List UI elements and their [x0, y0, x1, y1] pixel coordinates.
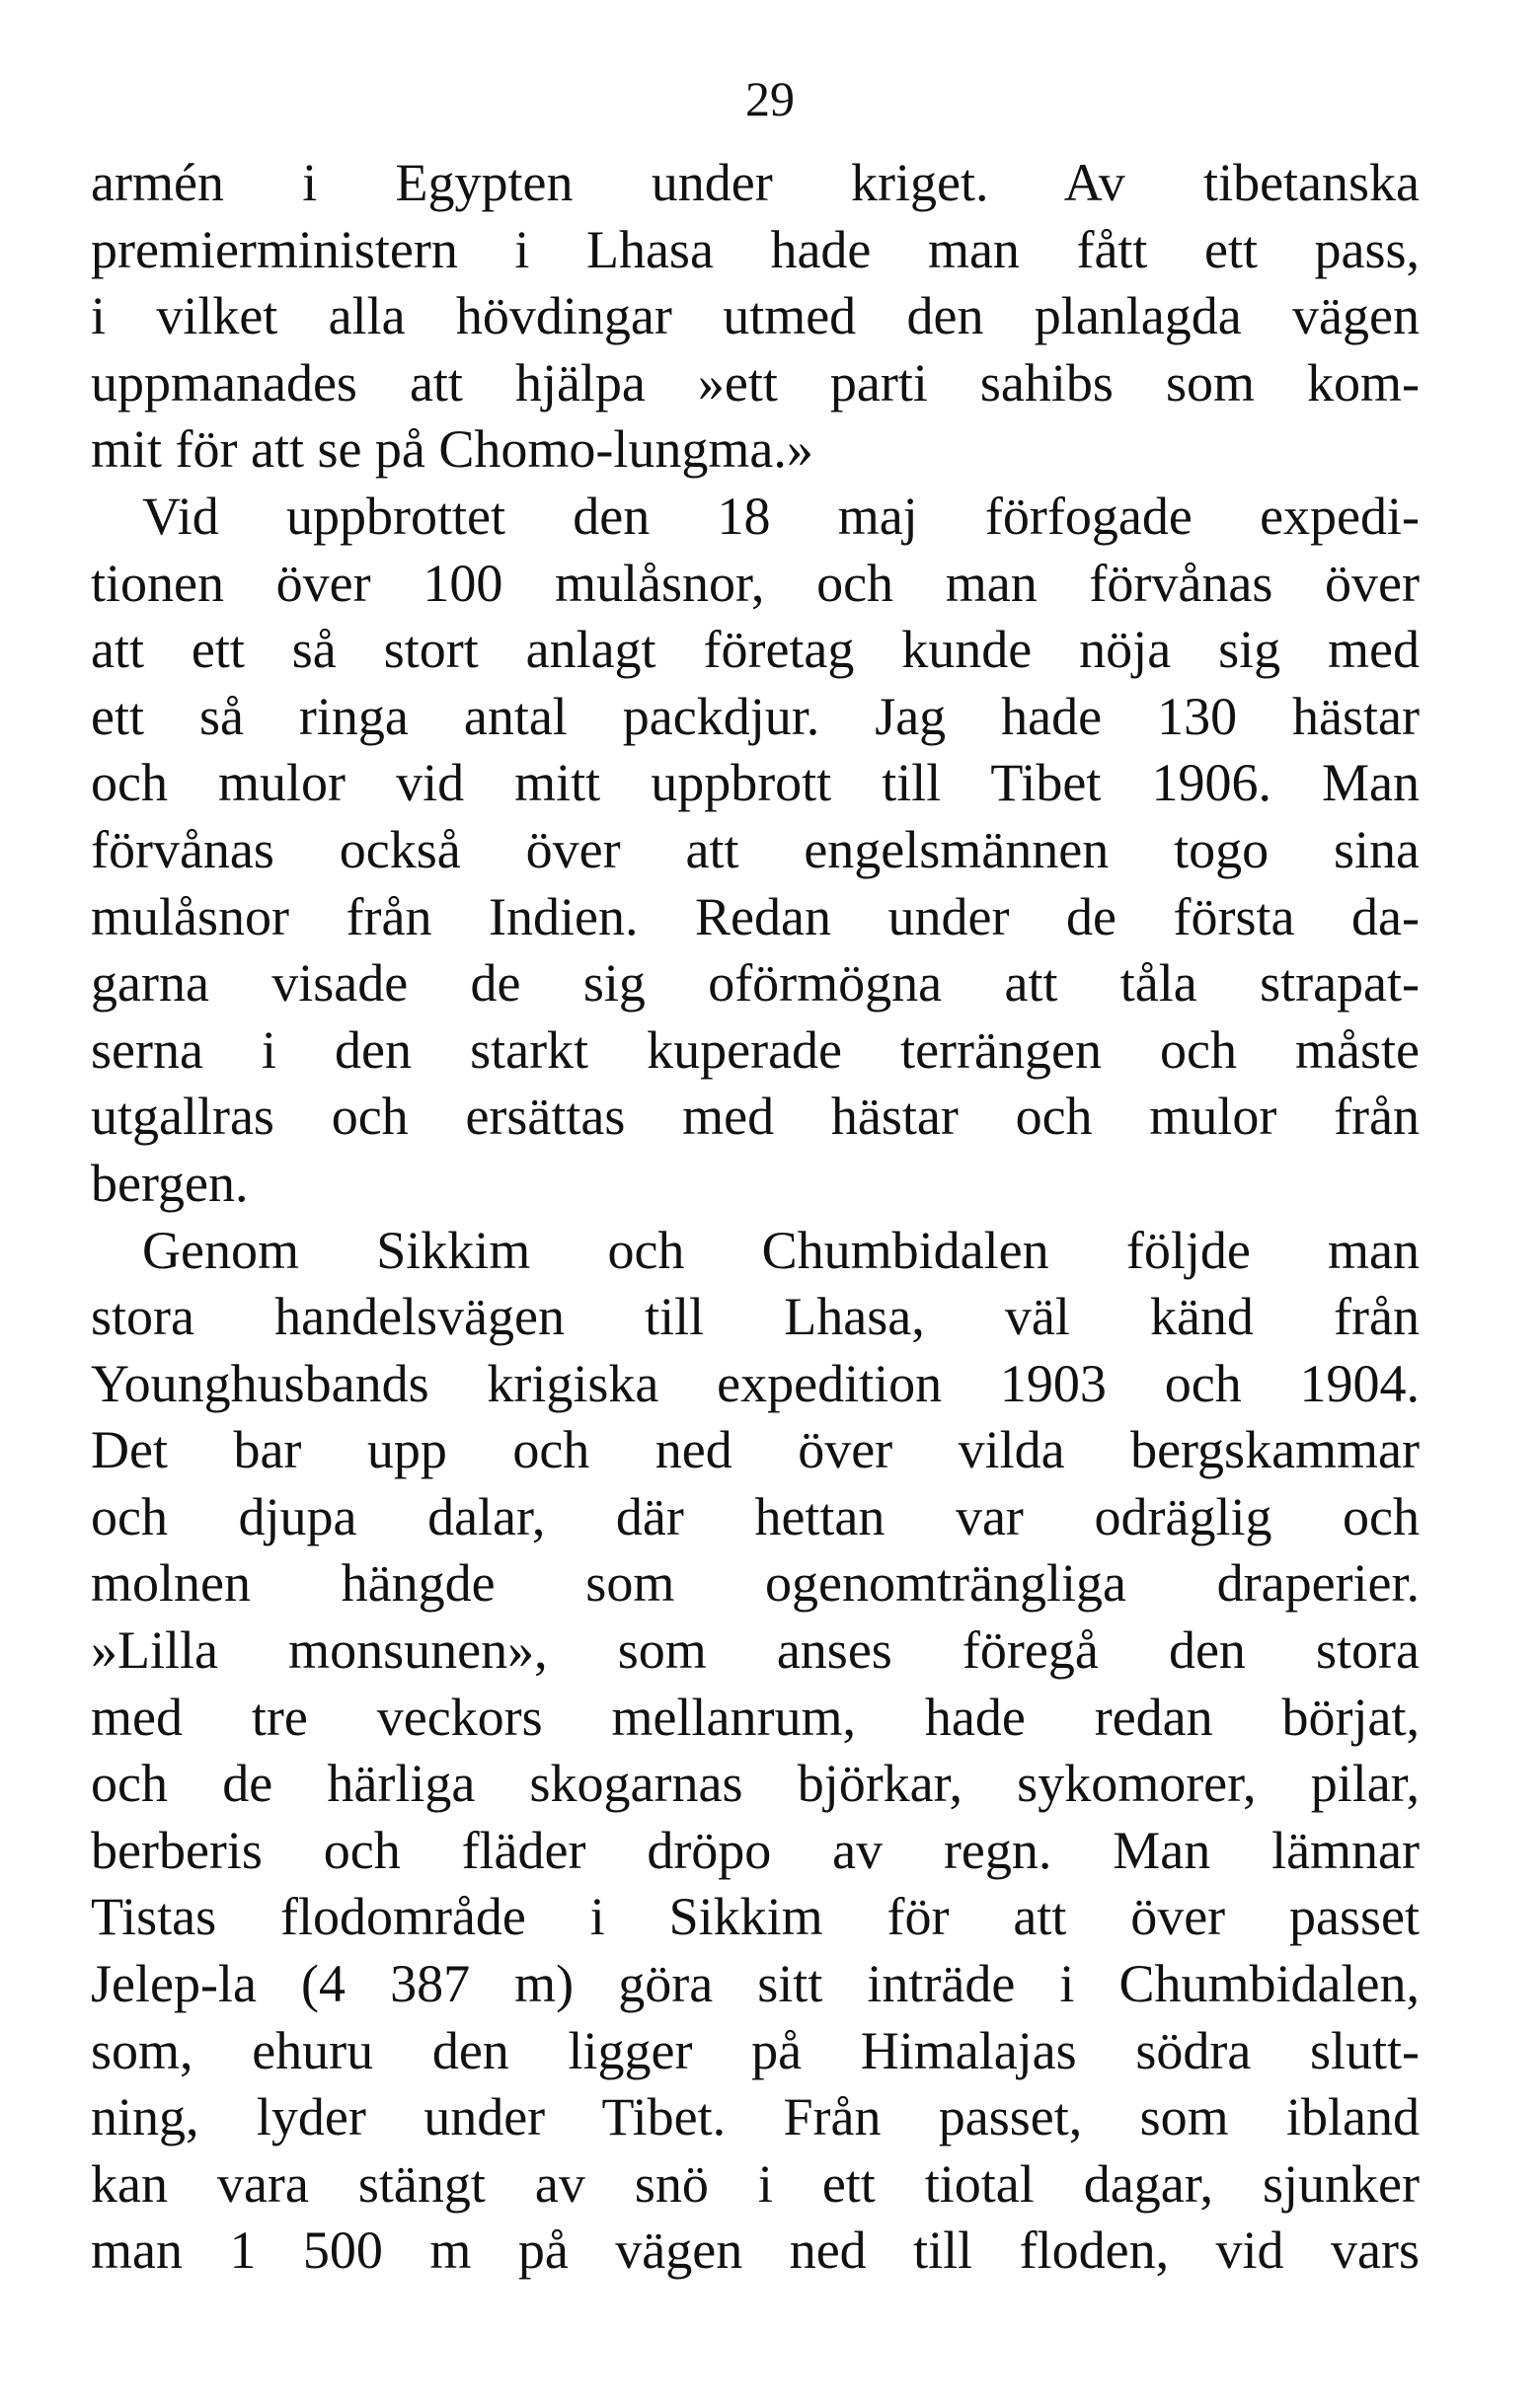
text-line: uppmanades att hjälpa »ett parti sahibs som kom-: [91, 352, 1420, 413]
text-line: garna visade de sig oförmögna att tåla strapat-: [91, 953, 1420, 1014]
page-number: 29: [745, 71, 795, 126]
text-line: armén i Egypten under kriget. Av tibetanska: [91, 153, 1420, 212]
text-line: förvånas också över att engelsmännen togo sina: [91, 819, 1420, 879]
text-line: man 1 500 m på vägen ned till floden, vid vars: [91, 2220, 1420, 2281]
text-line: och mulor vid mitt uppbrott till Tibet 1906. Man: [91, 753, 1420, 813]
text-line: berberis och fläder dröpo av regn. Man lämnar: [91, 1820, 1420, 1880]
text-line: premierministern i Lhasa hade man fått ett pass,: [91, 219, 1420, 279]
text-line: och de härliga skogarnas björkar, sykomorer, pilar,: [91, 1754, 1420, 1814]
text-line: utgallras och ersättas med hästar och mulor från: [91, 1087, 1420, 1147]
text-line: Vid uppbrottet den 18 maj förfogade expedi-: [142, 486, 1420, 546]
text-line: »Lilla monsunen», som anses föregå den stora: [91, 1620, 1420, 1681]
text-line: ett så ringa antal packdjur. Jag hade 130 hästar: [91, 686, 1420, 746]
text-line: Tistas flodområde i Sikkim för att över passet: [91, 1887, 1420, 1947]
text-line: Younghusbands krigiska expedition 1903 och 1904.: [91, 1353, 1420, 1413]
text-line: molnen hängde som ogenomträngliga draperier.: [91, 1553, 1420, 1614]
text-line: bergen.: [91, 1153, 249, 1213]
text-line: att ett så stort anlagt företag kunde nöja sig med: [91, 620, 1420, 680]
text-line: med tre veckors mellanrum, hade redan börjat,: [91, 1687, 1420, 1747]
text-line: tionen över 100 mulåsnor, och man förvånas över: [91, 553, 1420, 613]
text-line: mit för att se på Chomo-lungma.»: [91, 419, 813, 480]
text-line: Det bar upp och ned över vilda bergskammar: [91, 1420, 1420, 1480]
text-line: ning, lyder under Tibet. Från passet, som ibland: [91, 2087, 1420, 2147]
text-line: som, ehuru den ligger på Himalajas södra slutt-: [91, 2020, 1420, 2080]
text-line: kan vara stängt av snö i ett tiotal dagar, sjunker: [91, 2153, 1420, 2214]
text-line: i vilket alla hövdingar utmed den planlagda vägen: [91, 286, 1420, 346]
text-line: Jelep-la (4 387 m) göra sitt inträde i Chumbidalen,: [91, 1954, 1420, 2014]
text-line: stora handelsvägen till Lhasa, väl känd från: [91, 1287, 1420, 1347]
text-line: serna i den starkt kuperade terrängen och måste: [91, 1019, 1420, 1080]
text-line: mulåsnor från Indien. Redan under de första da-: [91, 886, 1420, 946]
body-text: [91, 150, 1420, 2285]
text-line: och djupa dalar, där hettan var odräglig och: [91, 1486, 1420, 1546]
text-line: Genom Sikkim och Chumbidalen följde man: [142, 1220, 1420, 1280]
